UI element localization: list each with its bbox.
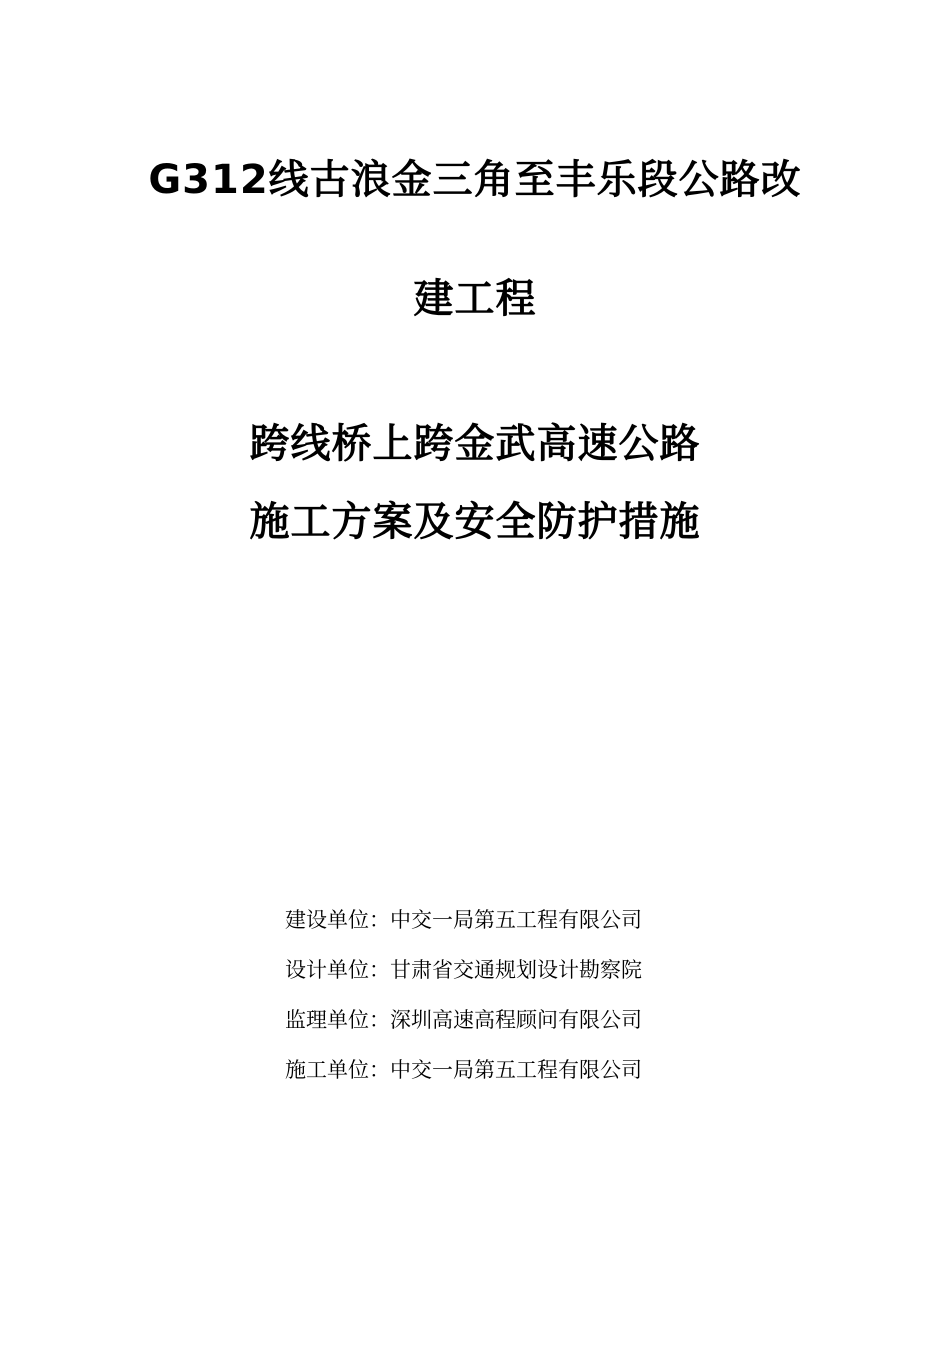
unit-value: 中交一局第五工程有限公司 [390,1058,642,1082]
scheme-title-line-1: 跨线桥上跨金武高速公路 [249,421,701,467]
project-title-line-2: 建工程 [413,276,537,322]
unit-label: 设计单位： [285,958,390,982]
scheme-title-line-2: 施工方案及安全防护措施 [249,499,701,545]
unit-label: 监理单位： [285,1008,390,1032]
organization-info-block [285,903,725,1103]
unit-value: 甘肃省交通规划设计勘察院 [390,958,642,982]
unit-value: 深圳高速高程顾问有限公司 [390,1008,642,1032]
unit-value: 中交一局第五工程有限公司 [390,908,642,932]
supervisor-row [285,1003,725,1053]
designer-row [285,953,725,1003]
unit-label: 施工单位： [285,1058,390,1082]
project-title-line-1: G312线古浪金三角至丰乐段公路改 [148,157,802,203]
unit-label: 建设单位： [285,908,390,932]
contractor-row [285,1053,725,1103]
construction-owner-row [285,903,725,953]
